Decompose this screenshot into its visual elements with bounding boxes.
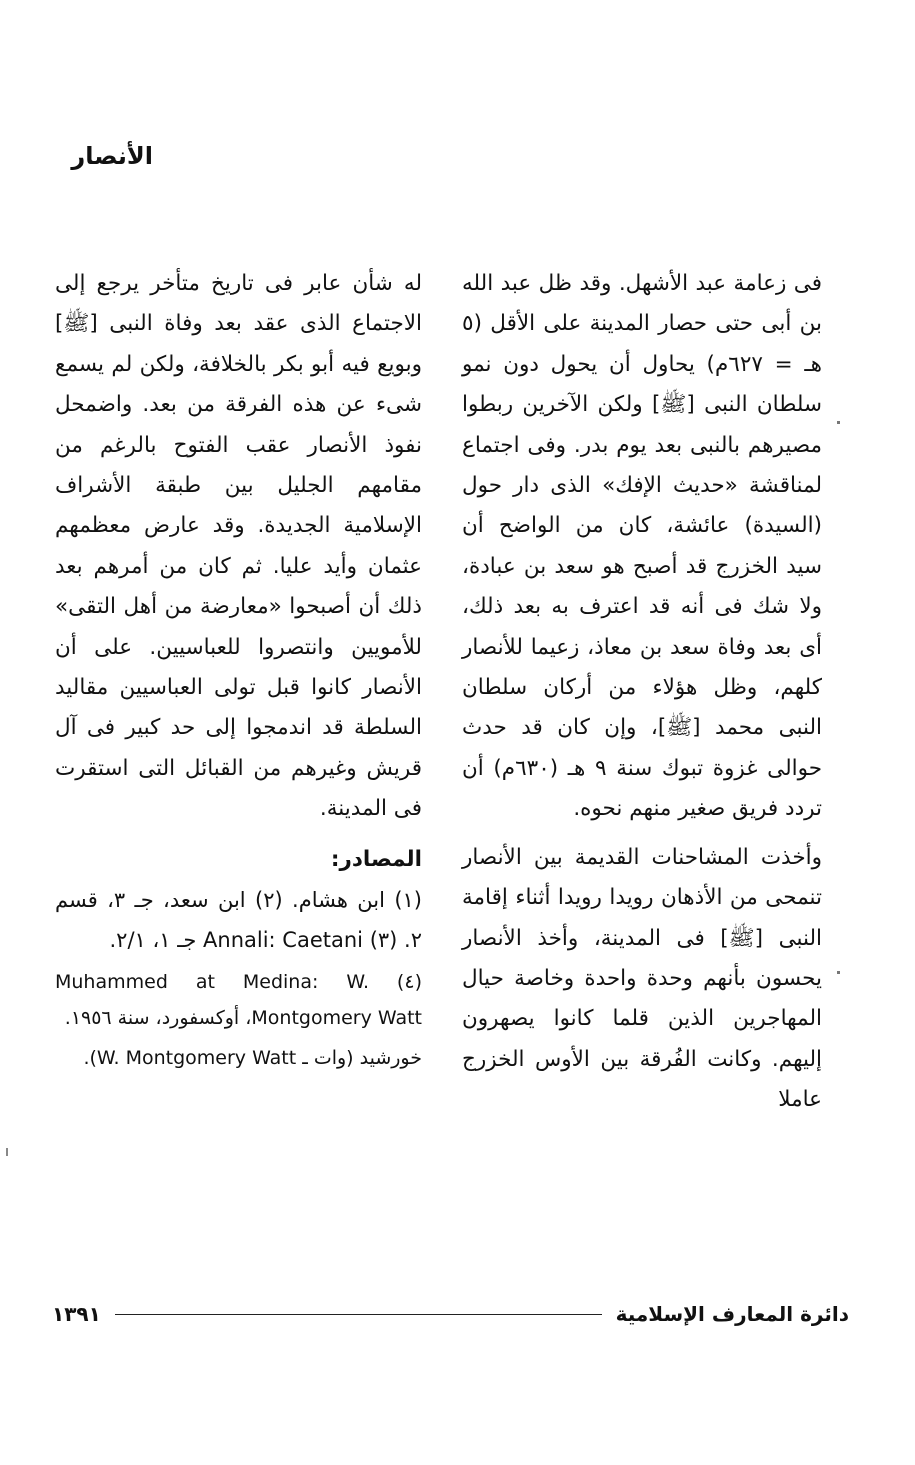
source-entry: (١) ابن هشام. (٢) ابن سعد، جـ ٣، قسم ٢. (٣) Annali: Caetani جـ ١، ٢/١. xyxy=(55,888,422,953)
footer-divider xyxy=(115,1314,602,1315)
margin-dot xyxy=(837,971,840,974)
body-paragraph-1: فى زعامة عبد الأشهل. وقد ظل عبد الله بن أبى حتى حصار المدينة على الأقل (٥ هـ = ٦٢٧م) يحاول أن يحول دون نمو سلطان النبى [ﷺ] ولكن الآخرين ربطوا مصيرهم بالنبى بعد يوم بدر. وفى اجتماع لمناقشة «حديث الإفك» الذى دار حول (السيدة) عائشة، كان من الواضح أن سيد الخزرج قد أصبح هو سعد بن عبادة، ولا شك فى أنه قد اعترف به بعد ذلك، أى بعد وفاة سعد بن معاذ، زعيما للأنصار كلهم، وظل هؤلاء من أركان سلطان النبى محمد [ﷺ]، وإن كان قد حدث حوالى غزوة تبوك سنة ٩ هـ (٦٣٠م) أن تردد فريق صغير منهم نحوه. xyxy=(462,271,823,822)
right-column xyxy=(462,264,822,1121)
margin-dot xyxy=(837,421,840,424)
page-number: ١٣٩١ xyxy=(52,1302,101,1326)
sources-heading: المصادر: xyxy=(330,846,422,872)
sources-list xyxy=(55,880,422,1076)
left-column xyxy=(55,264,422,1076)
page-footer xyxy=(52,1302,849,1326)
footer-encyclopedia-title: دائرة المعارف الإسلامية xyxy=(615,1302,849,1326)
page-header-title: الأنصار xyxy=(71,142,153,170)
body-paragraph-2: وأخذت المشاحنات القديمة بين الأنصار تنمحى من الأذهان رويدا رويدا أثناء إقامة النبى [ﷺ] فى المدينة، وأخذ الأنصار يحسون بأنهم وحدة واحدة وخاصة حيال المهاجرين الذين قلما كانوا يصهرون إليهم. وكانت الفُرقة بين الأوس الخزرج عاملا xyxy=(462,844,822,1113)
author-signature: خورشيد (وات ـ W. Montgomery Watt). xyxy=(83,1047,422,1070)
scan-edge-mark xyxy=(6,1148,8,1156)
source-entry: (٤) Muhammed at Medina: W. Montgomery Watt، أوكسفورد، سنة ١٩٥٦. xyxy=(55,971,422,1030)
body-paragraph-3: له شأن عابر فى تاريخ متأخر يرجع إلى الاجتماع الذى عقد بعد وفاة النبى [ﷺ] وبويع فيه أبو بكر بالخلافة، ولكن لم يسمع شىء عن هذه الفرقة من بعد. واضمحل نفوذ الأنصار عقب الفتوح بالرغم من مقامهم الجليل بين طبقة الأشراف الإسلامية الجديدة. وقد عارض معظمهم عثمان وأيد عليا. ثم كان من أمرهم بعد ذلك أن أصبحوا «معارضة من أهل التقى» للأمويين وانتصروا للعباسيين. على أن الأنصار كانوا قبل تولى العباسيين مقاليد السلطة قد اندمجوا إلى حد كبير فى آل قريش وغيرهم من القبائل التى استقرت فى المدينة. xyxy=(55,271,422,822)
